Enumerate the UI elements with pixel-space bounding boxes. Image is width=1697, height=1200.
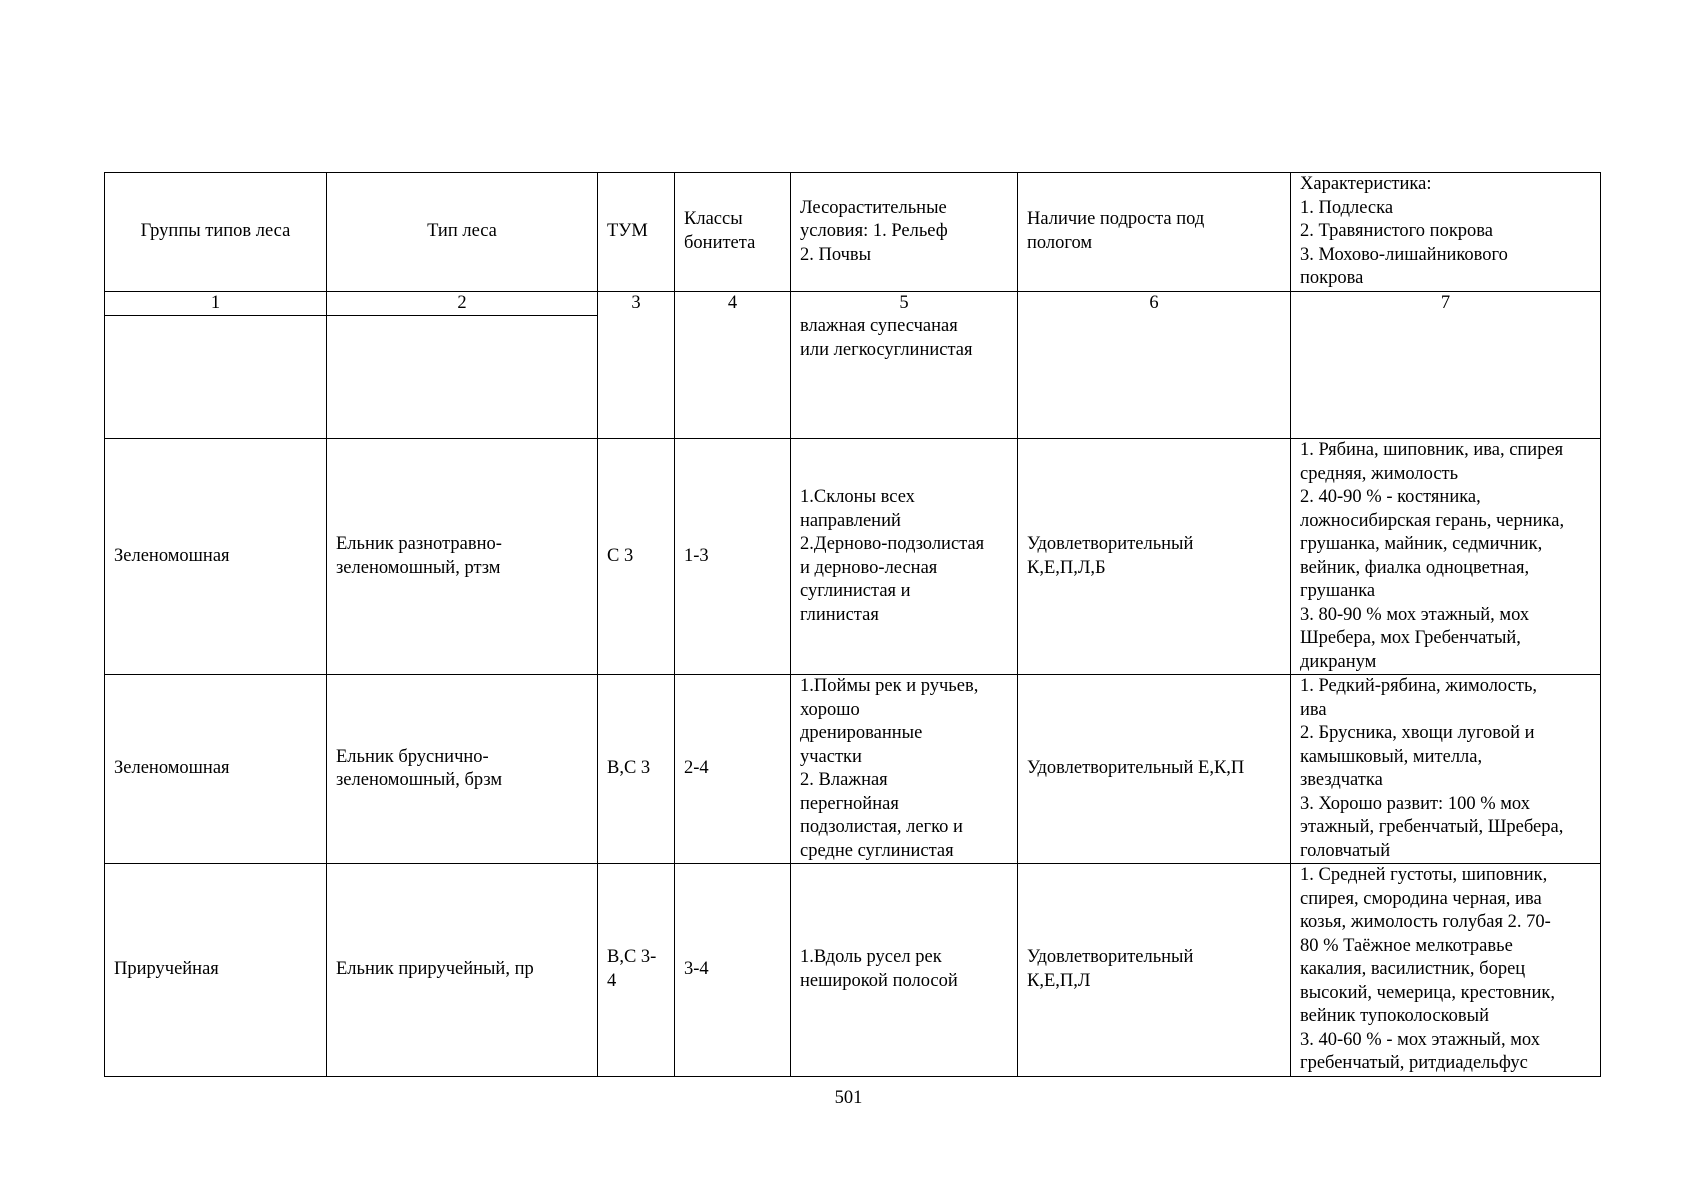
column-number: 2 bbox=[327, 291, 598, 316]
column-number: 1 bbox=[105, 291, 327, 316]
undergrowth-value: Удовлетворительный К,Е,П,Л,Б bbox=[1018, 439, 1291, 675]
table-row bbox=[105, 675, 1601, 864]
column-number: 5 bbox=[899, 292, 909, 313]
forest-group: Приручейная bbox=[105, 864, 327, 1077]
forest-group: Зеленомошная bbox=[105, 675, 327, 864]
column-number: 4 bbox=[675, 291, 791, 439]
bonitet-value: 2-4 bbox=[675, 675, 791, 864]
header-forest-type: Тип леса bbox=[327, 173, 598, 292]
forest-type: Ельник приручейный, пр bbox=[327, 864, 598, 1077]
header-growing-conditions: Лесорастительные условия: 1. Рельеф 2. Почвы bbox=[791, 173, 1018, 292]
undergrowth-value: Удовлетворительный К,Е,П,Л bbox=[1018, 864, 1291, 1077]
page-number: 501 bbox=[834, 1088, 863, 1108]
forest-type: Ельник бруснично- зеленомошный, брзм bbox=[327, 675, 598, 864]
column-number: 7 bbox=[1291, 291, 1601, 439]
forest-types-table bbox=[104, 172, 1601, 1077]
growing-conditions: 1.Вдоль русел рек неширокой полосой bbox=[791, 864, 1018, 1077]
column-number-row bbox=[105, 291, 1601, 316]
continuation-conditions-cell bbox=[791, 291, 1018, 439]
growing-conditions: 1.Склоны всех направлений 2.Дерново-подзолистая и дерново-лесная суглинистая и глинистая bbox=[791, 439, 1018, 675]
header-undergrowth: Наличие подроста под пологом bbox=[1018, 173, 1291, 292]
bonitet-value: 3-4 bbox=[675, 864, 791, 1077]
table-row bbox=[105, 439, 1601, 675]
tum-value: С 3 bbox=[598, 439, 675, 675]
bonitet-value: 1-3 bbox=[675, 439, 791, 675]
header-tum: ТУМ bbox=[598, 173, 675, 292]
characteristics-value: 1. Рябина, шиповник, ива, спирея средняя, жимолость 2. 40-90 % - костяника, ложносибирская герань, черника, грушанка, майник, седмичник, вейник, фиалка одноцветная, грушанка 3. 80-90 % мох этажный, мох Шребера, мох Гребенчатый, дикранум bbox=[1291, 439, 1601, 675]
characteristics-value: 1. Редкий-рябина, жимолость, ива 2. Брусника, хвощи луговой и камышковый, мителла, звездчатка 3. Хорошо развит: 100 % мох этажный, гребенчатый, Шребера, головчатый bbox=[1291, 675, 1601, 864]
column-number: 3 bbox=[598, 291, 675, 439]
tum-value: В,С 3 bbox=[598, 675, 675, 864]
characteristics-value: 1. Средней густоты, шиповник, спирея, смородина черная, ива козья, жимолость голубая 2. 70- 80 % Таёжное мелкотравье какалия, василистник, борец высокий, чемерица, крестовник, вейник тупоколосковый 3. 40-60 % - мох этажный, мох гребенчатый, ритдиадельфус bbox=[1291, 864, 1601, 1077]
empty-cell bbox=[327, 316, 598, 439]
table-row bbox=[105, 864, 1601, 1077]
forest-type: Ельник разнотравно- зеленомошный, ртзм bbox=[327, 439, 598, 675]
header-characteristics: Характеристика: 1. Подлеска 2. Травянистого покрова 3. Мохово-лишайникового покрова bbox=[1291, 173, 1601, 292]
header-bonitet-classes: Классы бонитета bbox=[675, 173, 791, 292]
header-forest-groups: Группы типов леса bbox=[105, 173, 327, 292]
tum-value: В,С 3- 4 bbox=[598, 864, 675, 1077]
forest-group: Зеленомошная bbox=[105, 439, 327, 675]
header-row bbox=[105, 173, 1601, 292]
undergrowth-value: Удовлетворительный Е,К,П bbox=[1018, 675, 1291, 864]
continuation-conditions: влажная супесчаная или легкосуглинистая bbox=[800, 316, 973, 360]
growing-conditions: 1.Поймы рек и ручьев, хорошо дренированные участки 2. Влажная перегнойная подзолистая, легко и средне суглинистая bbox=[791, 675, 1018, 864]
empty-cell bbox=[105, 316, 327, 439]
column-number: 6 bbox=[1018, 291, 1291, 439]
